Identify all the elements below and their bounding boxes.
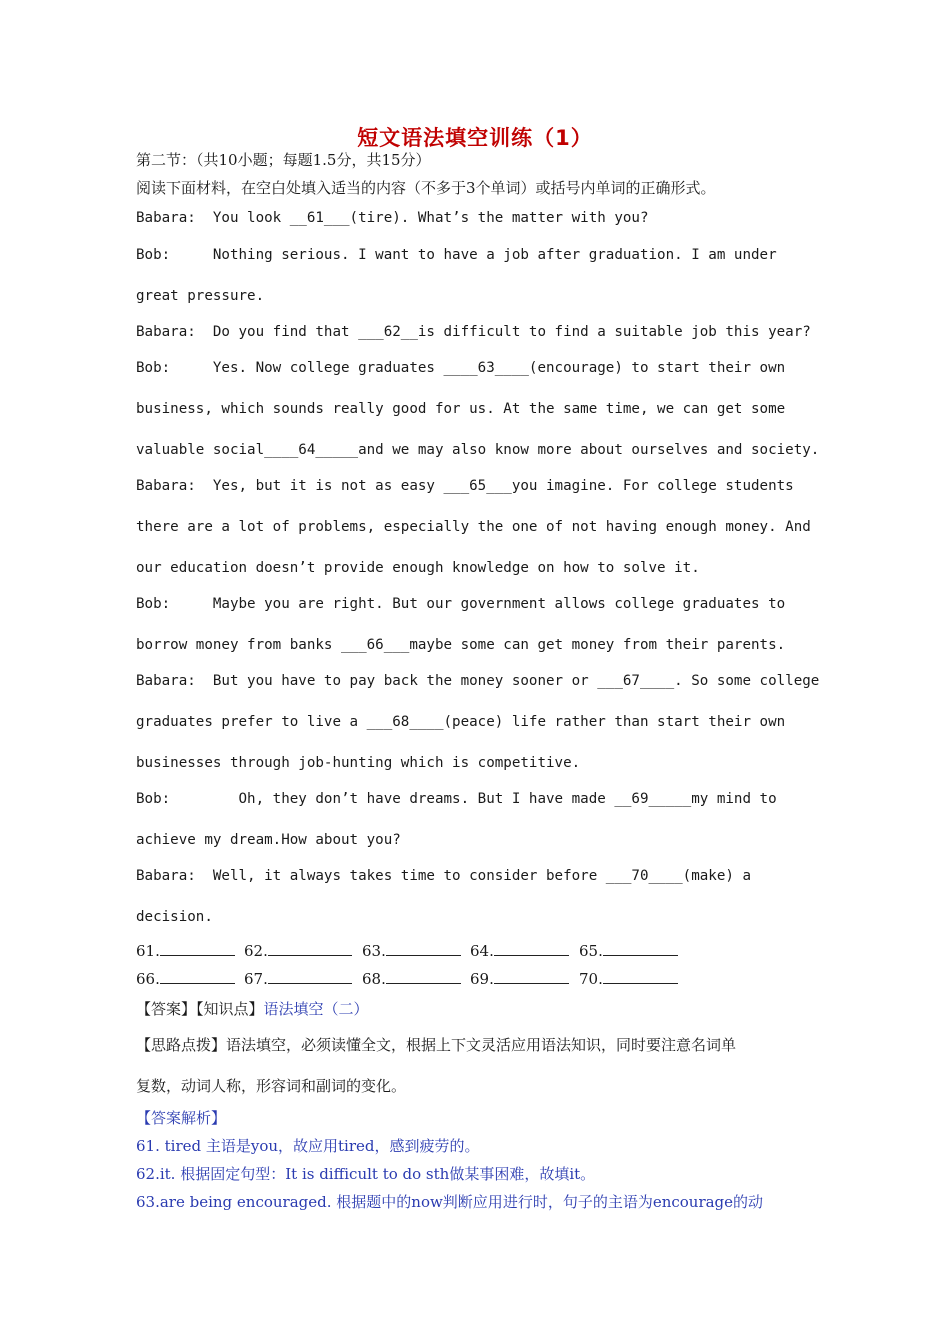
hint-line: 复数，动词人称，形容词和副词的变化。	[136, 1077, 407, 1095]
dialogue-line: our education doesn’t provide enough knowledge on how to solve it.	[136, 560, 700, 576]
dialogue-line: Babara: Well, it always takes time to consider before ___70____(make) a	[136, 868, 751, 884]
explanation-line: 63.are being encouraged. 根据题中的now判断应用进行时，句子的主语为encourage的动	[136, 1193, 764, 1211]
dialogue-line: borrow money from banks ___66___maybe some can get money from their parents.	[136, 637, 786, 653]
worksheet-title: 短文语法填空训练（1）	[357, 126, 593, 150]
dialogue-line: there are a lot of problems, especially the one of not having enough money. And	[136, 519, 811, 535]
dialogue-line: Bob: Nothing serious. I want to have a job after graduation. I am under	[136, 247, 777, 263]
explanation-line: 61. tired 主语是you，故应用tired，感到疲劳的。	[136, 1137, 480, 1155]
dialogue-line: Babara: Do you find that ___62__is difficult to find a suitable job this year?	[136, 324, 811, 340]
answer-blank[interactable]: 67.	[244, 968, 352, 989]
answer-blank[interactable]: 63.	[362, 940, 461, 961]
hint-label: 【思路点拨】	[136, 1036, 227, 1054]
dialogue-line: Bob: Maybe you are right. But our government allows college graduates to	[136, 596, 786, 612]
dialogue-line: great pressure.	[136, 288, 265, 304]
answer-blank[interactable]: 62.	[244, 940, 352, 961]
dialogue-line: Bob: Yes. Now college graduates ____63____(encourage) to start their own	[136, 360, 786, 376]
hint-line: 【思路点拨】语法填空，必须读懂全文，根据上下文灵活应用语法知识，同时要注意名词单	[136, 1036, 737, 1054]
dialogue-line: Babara: You look __61___(tire). What’s the matter with you?	[136, 210, 649, 226]
instruction-text: 阅读下面材料，在空白处填入适当的内容（不多于3个单词）或括号内单词的正确形式。	[136, 179, 716, 197]
answer-blank[interactable]: 70.	[579, 968, 678, 989]
section-heading: 第二节：（共10小题；每题1.5分，共15分）	[136, 151, 431, 169]
answer-blank[interactable]: 65.	[579, 940, 678, 961]
answer-blank[interactable]: 61.	[136, 940, 235, 961]
dialogue-line: graduates prefer to live a ___68____(peace) life rather than start their own	[136, 714, 786, 730]
analysis-heading: 【答案解析】	[136, 1109, 227, 1127]
dialogue-line: businesses through job-hunting which is competitive.	[136, 755, 581, 771]
knowledge-point: 语法填空（二）	[263, 1000, 369, 1018]
dialogue-line: Bob: Oh, they don’t have dreams. But I have made __69_____my mind to	[136, 791, 777, 807]
answer-blank[interactable]: 68.	[362, 968, 461, 989]
answer-blank[interactable]: 64.	[470, 940, 569, 961]
explanation-line: 62.it. 根据固定句型：It is difficult to do sth做某事困难，故填it。	[136, 1165, 596, 1183]
dialogue-line: achieve my dream.How about you?	[136, 832, 401, 848]
answer-heading: 【答案】【知识点】语法填空（二）	[136, 1000, 369, 1018]
dialogue-line: business, which sounds really good for us. At the same time, we can get some	[136, 401, 786, 417]
answer-blank[interactable]: 69.	[470, 968, 569, 989]
answer-blank[interactable]: 66.	[136, 968, 235, 989]
dialogue-line: decision.	[136, 909, 213, 925]
dialogue-line: Babara: Yes, but it is not as easy ___65___you imagine. For college students	[136, 478, 794, 494]
dialogue-line: valuable social____64_____and we may also know more about ourselves and society.	[136, 442, 820, 458]
dialogue-line: Babara: But you have to pay back the money sooner or ___67____. So some college	[136, 673, 820, 689]
